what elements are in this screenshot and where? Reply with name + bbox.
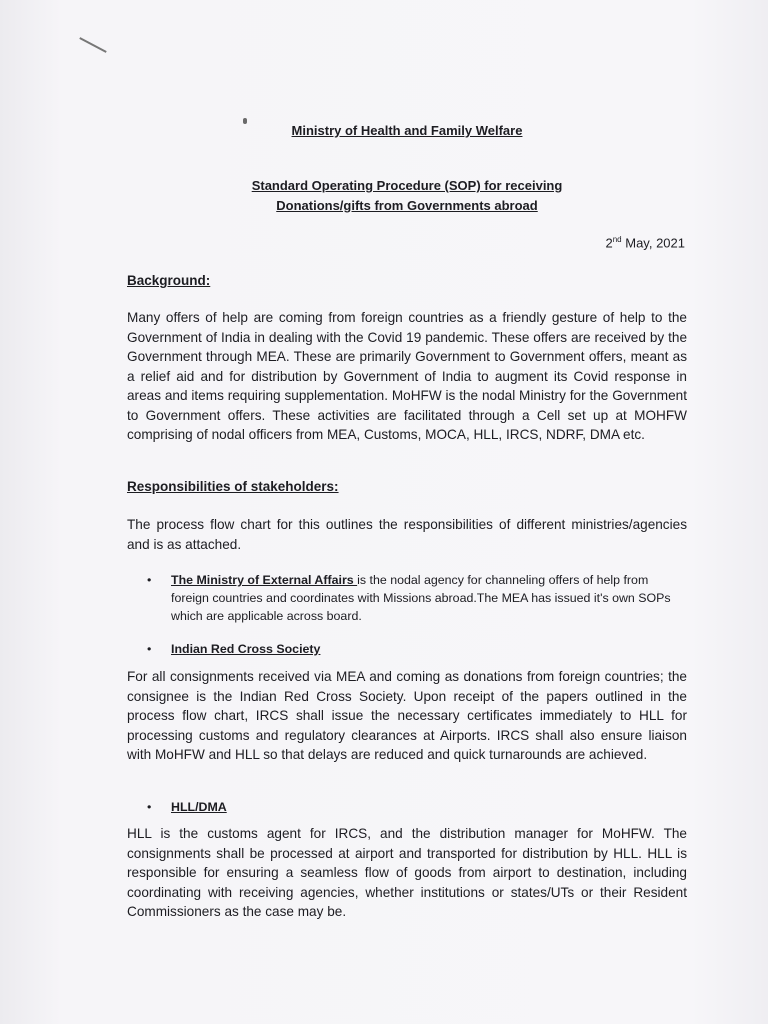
bullet-ircs xyxy=(149,640,687,658)
pen-stroke-mark xyxy=(79,37,106,53)
hll-paragraph: HLL is the customs agent for IRCS, and the distribution manager for MoHFW. The consignments shall be processed at airport and transported for distribution by HLL. HLL is responsible for ensuring a seamless flow of goods from airport to destination, including coordinating with receiving agencies, whether institutions or states/UTs or their Resident Commissioners as the case may be. xyxy=(127,826,687,919)
sop-title-line2: Donations/gifts from Governments abroad xyxy=(276,198,538,213)
background-heading: Background: xyxy=(127,273,211,288)
sop-title-line1: Standard Operating Procedure (SOP) for receiving xyxy=(251,178,563,193)
responsibilities-paragraph: The process flow chart for this outlines the responsibilities of different ministries/agencies and is as attached. xyxy=(127,517,687,552)
bullet-dot: • xyxy=(147,573,152,587)
bullet-mea xyxy=(149,571,687,625)
date-rest: May, 2021 xyxy=(621,235,685,251)
ircs-paragraph: For all consignments received via MEA and coming as donations from foreign countries; the consignee is the Indian Red Cross Society. Upon receipt of the papers outlined in the process flow chart, IRCS shall issue the necessary certificates immediately to HLL for processing customs and regulatory clearances at Airports. IRCS shall also ensure liaison with MoHFW and HLL so that delays are reduced and quick turnarounds are achieved. xyxy=(127,669,687,762)
ministry-title: Ministry of Health and Family Welfare xyxy=(291,123,523,138)
bullet-hll xyxy=(149,798,687,816)
bullet-ircs-title: Indian Red Cross Society xyxy=(171,642,321,656)
bullet-hll-title: HLL/DMA xyxy=(171,800,227,814)
bullet-dot: • xyxy=(147,642,152,656)
bullet-mea-text xyxy=(171,571,687,625)
date-day: 2 xyxy=(605,235,613,251)
responsibilities-heading: Responsibilities of stakeholders: xyxy=(127,479,339,494)
date-suffix: nd xyxy=(612,235,622,244)
background-paragraph: Many offers of help are coming from foreign countries as a friendly gesture of help to the Government of India in dealing with the Covid 19 pandemic. These offers are received by the Government through MEA. These are primarily Government to Government offers, meant as a relief aid and for distribution by Government of India to augment its Covid response in areas and items requiring supplementation. MoHFW is the nodal Ministry for the Government to Government offers. These activities are facilitated through a Cell set up at MOHFW comprising of nodal officers from MEA, Customs, MOCA, HLL, IRCS, NDRF, DMA etc. xyxy=(127,310,687,442)
bullet-dot: • xyxy=(147,800,152,814)
bullet-mea-body: is the nodal agency for channeling offers of help from foreign countries and coordinates with Missions abroad.The MEA has issued it's own SOPs which are applicable across board. xyxy=(171,573,671,623)
document-date xyxy=(606,235,686,250)
bullet-mea-title: The Ministry of External Affairs xyxy=(171,573,358,587)
